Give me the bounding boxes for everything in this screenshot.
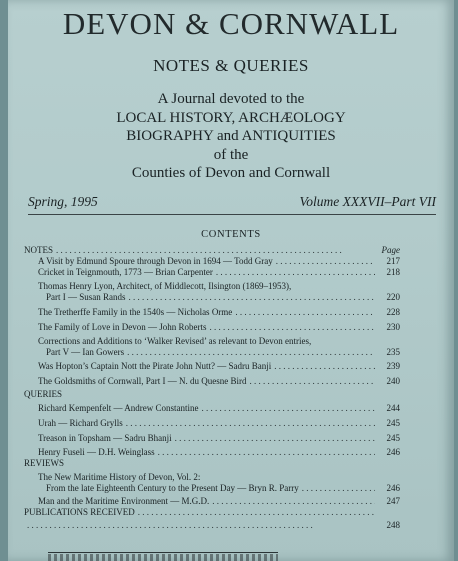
toc-entry-page: 246: [386, 483, 400, 493]
toc-section-notes: [24, 245, 400, 256]
toc-entry: [24, 418, 400, 429]
dot-leader: [249, 376, 375, 387]
toc-entry-title: A Visit by Edmund Spoure through Devon in 1694 — Todd Gray: [38, 256, 273, 266]
dot-leader: [201, 403, 375, 414]
toc-entry-page: 218: [386, 267, 400, 277]
toc-entry-title: Henry Fuseli — D.H. Weinglass: [38, 447, 155, 457]
journal-subtitle: NOTES & QUERIES: [153, 56, 309, 75]
toc-entry-title-cont: Part I — Susan Rands: [46, 292, 126, 302]
issue-info: [28, 194, 436, 215]
dot-leader: [126, 418, 375, 429]
toc-entry: [24, 496, 400, 507]
toc-entry-title: Corrections and Additions to ‘Walker Revised’ as relevant to Devon entries,: [38, 336, 312, 346]
toc-entry: [24, 322, 400, 333]
toc-entry-title-cont: From the late Eighteenth Century to the Present Day — Bryn R. Parry: [46, 483, 299, 493]
toc-section-reviews: [24, 458, 400, 469]
dot-leader: [138, 507, 375, 518]
page-column-label: Page: [381, 245, 400, 255]
toc-entry-page: 245: [386, 433, 400, 443]
dot-leader: [158, 447, 375, 458]
dot-leader: [235, 307, 375, 318]
description-line: Counties of Devon and Cornwall: [131, 165, 331, 181]
description-line: BIOGRAPHY and ANTIQUITIES: [126, 128, 336, 144]
section-label: PUBLICATIONS RECEIVED: [24, 507, 135, 517]
toc-entry-title: Richard Kempenfelt — Andrew Constantine: [38, 403, 199, 413]
toc-entry-page: 230: [386, 322, 400, 332]
toc-entry-page: 235: [386, 347, 400, 357]
dot-leader: [56, 245, 375, 256]
dot-leader: [127, 347, 375, 358]
toc-entry-page: 217: [386, 256, 400, 266]
toc-entry-title: Thomas Henry Lyon, Architect, of Middlecott, Ilsington (1869–1953),: [38, 281, 292, 291]
toc-entry-page: 244: [386, 403, 400, 413]
bottom-rule: [48, 552, 278, 553]
contents-heading: CONTENTS: [201, 229, 261, 240]
toc-publications-page-row: [24, 520, 400, 531]
toc-entry-continuation: [24, 483, 400, 494]
toc-entry: [24, 256, 400, 267]
toc-entry: [24, 267, 400, 278]
section-label: NOTES: [24, 245, 53, 255]
section-label: QUERIES: [24, 389, 62, 399]
toc-section-queries: [24, 389, 400, 400]
issue-season: Spring, 1995: [28, 194, 98, 209]
dot-leader: [302, 483, 375, 494]
toc-entry: [24, 403, 400, 414]
dot-leader: [274, 361, 375, 372]
journal-cover-page: [8, 0, 454, 561]
journal-title: DEVON & CORNWALL: [62, 6, 400, 41]
toc-entry-title: The Family of Love in Devon — John Roberts: [38, 322, 207, 332]
toc-entry-page: 247: [386, 496, 400, 506]
description-line: LOCAL HISTORY, ARCHÆOLOGY: [116, 109, 346, 126]
toc-entry-continuation: [24, 347, 400, 358]
toc-entry-title-cont: Part V — Ian Gowers: [46, 347, 125, 357]
dot-leader: [129, 292, 376, 303]
section-label: REVIEWS: [24, 458, 64, 468]
dot-leader: [209, 322, 375, 333]
toc-entry: [24, 447, 400, 458]
toc-entry: [24, 361, 400, 372]
toc-entry-page: 246: [386, 447, 400, 457]
toc-entry-page: 239: [386, 361, 400, 371]
toc-entry-title: Man and the Maritime Environment — M.G.D.: [38, 496, 210, 506]
dot-leader: [175, 433, 375, 444]
dot-leader: [27, 520, 375, 531]
toc-entry: [24, 281, 400, 292]
dot-leader: [216, 267, 375, 278]
description-line: of the: [213, 146, 249, 163]
toc-entry-title: Cricket in Teignmouth, 1773 — Brian Carpenter: [38, 267, 213, 277]
toc-entry: [24, 472, 400, 483]
dot-leader: [276, 256, 375, 267]
toc-entry: [24, 376, 400, 387]
toc-entry-page: 240: [386, 376, 400, 386]
toc-entry-page: 245: [386, 418, 400, 428]
dot-leader: [212, 496, 375, 507]
toc-entry-title: Urah — Richard Grylls: [38, 418, 123, 428]
printer-imprint-strip: [48, 554, 278, 561]
toc-entry: [24, 336, 400, 347]
toc-entry-title: Was Hopton’s Captain Nott the Pirate John Nutt? — Sadru Banji: [38, 361, 272, 371]
toc-entry-title: The Tretherffe Family in the 1540s — Nicholas Orme: [38, 307, 233, 317]
toc-entry-page: 248: [386, 520, 400, 530]
journal-description: [8, 90, 454, 183]
description-line: A Journal devoted to the: [157, 91, 305, 107]
toc-entry-title: The Goldsmiths of Cornwall, Part I — N. du Quesne Bird: [38, 376, 247, 386]
toc-entry: [24, 433, 400, 444]
toc-entry-page: 228: [386, 307, 400, 317]
toc-entry-page: 220: [386, 292, 400, 302]
table-of-contents: [24, 245, 400, 531]
toc-entry-title: The New Maritime History of Devon, Vol. 2:: [38, 472, 201, 482]
toc-section-publications: [24, 507, 400, 518]
issue-volume: Volume XXXVII–Part VII: [299, 194, 436, 209]
toc-entry-title: Treason in Topsham — Sadru Bhanji: [38, 433, 172, 443]
toc-entry-continuation: [24, 292, 400, 303]
toc-entry: [24, 307, 400, 318]
